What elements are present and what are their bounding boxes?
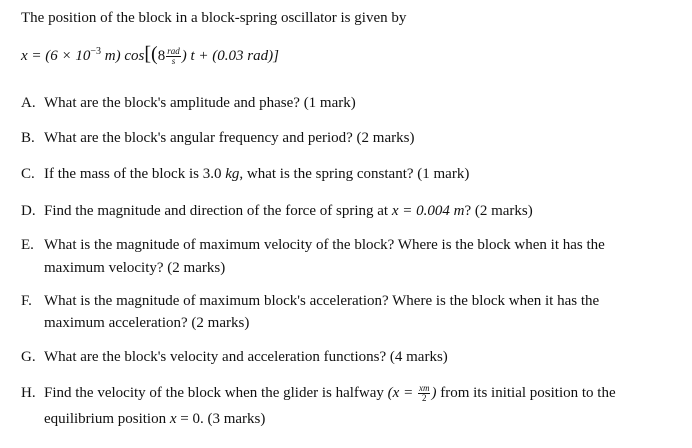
- question-letter: B.: [21, 130, 35, 146]
- frac-num: xm: [418, 383, 430, 394]
- eq-frac-den: s: [171, 56, 176, 67]
- question-text-end: from its initial position to the: [436, 385, 616, 401]
- question-letter: A.: [21, 95, 36, 111]
- question-math: kg: [225, 166, 240, 182]
- question-b: [21, 129, 414, 147]
- question-letter: F.: [21, 293, 32, 309]
- question-text-end: , what is the spring constant? (1 mark): [239, 166, 470, 182]
- question-text: Find the magnitude and direction of the force of spring at: [44, 203, 392, 219]
- eq-unit: m) cos: [104, 48, 145, 64]
- question-text: What are the block's angular frequency and period? (2 marks): [44, 130, 415, 146]
- eq-close: ) t + (0.03 rad)]: [181, 48, 279, 64]
- question-text: What are the block's amplitude and phase? (1 mark): [44, 95, 356, 111]
- question-d: [21, 202, 533, 220]
- frac-den: 2: [421, 393, 427, 404]
- cont-math: x: [169, 411, 177, 427]
- question-h-cont: [44, 410, 265, 428]
- question-letter: G.: [21, 349, 36, 365]
- intro-text: The position of the block in a block-spring oscillator is given by: [21, 10, 407, 26]
- question-letter: D.: [21, 203, 36, 219]
- question-e-cont: maximum velocity? (2 marks): [44, 260, 226, 276]
- question-letter: H.: [21, 385, 36, 401]
- question-text: What is the magnitude of maximum velocity of the block? Where is the block when it has the: [44, 237, 605, 253]
- question-letter: C.: [21, 166, 35, 182]
- position-equation: [21, 45, 279, 67]
- question-f: [21, 292, 599, 310]
- question-letter: E.: [21, 237, 34, 253]
- question-c: [21, 165, 469, 183]
- eq-open: [(: [144, 43, 158, 65]
- eq-exponent: −3: [90, 46, 102, 57]
- question-g: [21, 348, 448, 366]
- question-h: [21, 384, 616, 403]
- eq-fraction: [166, 47, 181, 66]
- eq-coef: 8: [157, 48, 166, 64]
- question-f-cont: maximum acceleration? (2 marks): [44, 315, 250, 331]
- question-text-end: ? (2 marks): [464, 203, 533, 219]
- question-text: If the mass of the block is 3.0: [44, 166, 226, 182]
- cont-text-end: = 0. (3 marks): [176, 411, 266, 427]
- eq-frac-num: rad: [167, 46, 180, 57]
- question-math: x = 0.004 m: [391, 203, 465, 219]
- question-text: What are the block's velocity and acceleration functions? (4 marks): [44, 349, 448, 365]
- eq-lhs: x = (6 × 10: [21, 48, 91, 64]
- question-math-open: (x =: [387, 385, 417, 401]
- question-fraction: [418, 384, 431, 403]
- question-text: Find the velocity of the block when the glider is halfway: [44, 385, 388, 401]
- cont-text: equilibrium position: [44, 411, 170, 427]
- question-a: [21, 94, 356, 112]
- question-e: [21, 236, 605, 254]
- question-math-close: ): [431, 385, 437, 401]
- question-text: What is the magnitude of maximum block's acceleration? Where is the block when it has the: [44, 293, 600, 309]
